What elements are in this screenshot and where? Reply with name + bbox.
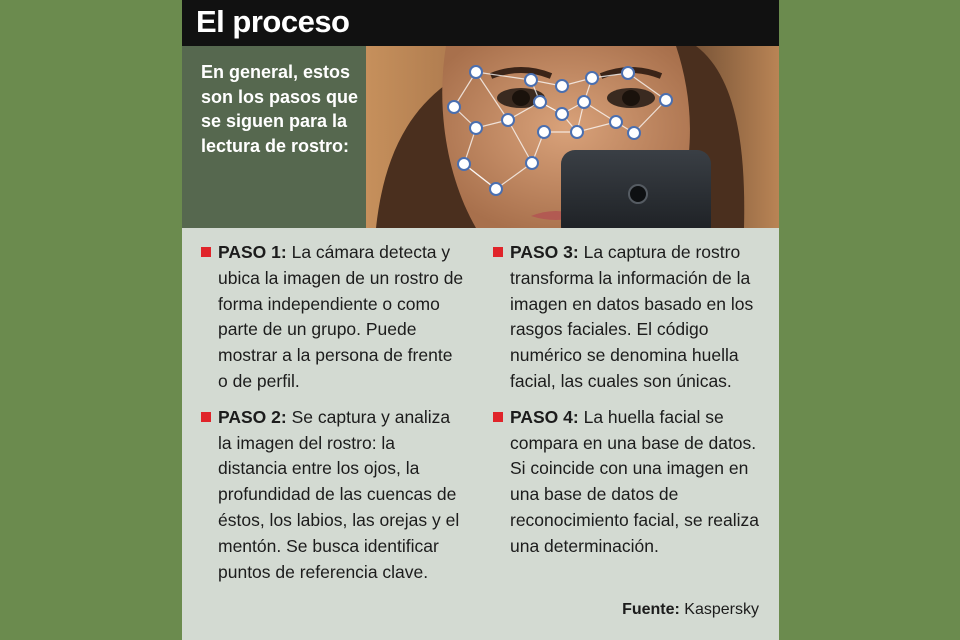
source-credit [622,601,759,619]
mesh-node [556,80,568,92]
mesh-node [586,72,598,84]
phone-camera-lens [629,185,647,203]
step-item [201,405,467,586]
red-square-bullet-icon [201,247,211,257]
mesh-node [470,66,482,78]
step-text: La captura de rostro transforma la información de la imagen en datos basado en los rasgos faciales. El código numérico se denomina huella facial, las cuales son únicas. [510,242,754,391]
source-name: Kaspersky [684,601,759,618]
step-text: La cámara detecta y ubica la imagen de un rostro de forma independiente o como parte de un grupo. Puede mostrar a la persona de frente o de perfil. [218,242,464,391]
step-text: La huella facial se compara en una base de datos. Si coincide con una imagen en una base de datos de reconocimiento facial, se realiza una determinación. [510,406,760,556]
mesh-node [610,116,622,128]
step-label: PASO 2: [218,406,287,427]
mesh-node [526,157,538,169]
mesh-node [525,74,537,86]
red-square-bullet-icon [493,247,503,257]
intro-box [182,46,366,228]
mesh-node [622,67,634,79]
step-label: PASO 3: [510,242,579,262]
step-item [493,240,761,395]
source-label: Fuente: [622,601,680,618]
mesh-node [534,96,546,108]
infographic-panel [182,0,779,640]
mesh-node [578,96,590,108]
face-recognition-photo [366,46,779,228]
step-item [201,240,467,395]
intro-text: En general, estos son los pasos que se siguen para la lectura de rostro: [201,62,359,156]
face-mesh-nodes [366,46,779,228]
mesh-node [458,158,470,170]
mesh-node [628,127,640,139]
mesh-node [660,94,672,106]
page-title: El proceso [196,4,350,39]
step-item [493,405,761,560]
step-label: PASO 4: [510,406,579,427]
title-bar [182,0,779,46]
mesh-node [538,126,550,138]
red-square-bullet-icon [493,412,503,422]
steps-column-left [201,240,467,595]
red-square-bullet-icon [201,412,211,422]
mesh-node [448,101,460,113]
step-label: PASO 1: [218,242,287,262]
mesh-node [556,108,568,120]
mesh-node [490,183,502,195]
mesh-node [571,126,583,138]
step-text: Se captura y analiza la imagen del rostro: la distancia entre los ojos, la profundidad de las cuencas de éstos, los labios, las orejas y el mentón. Se busca identificar puntos de referencia clave. [218,406,460,582]
mesh-node [470,122,482,134]
mesh-node [502,114,514,126]
steps-column-right [493,240,761,570]
